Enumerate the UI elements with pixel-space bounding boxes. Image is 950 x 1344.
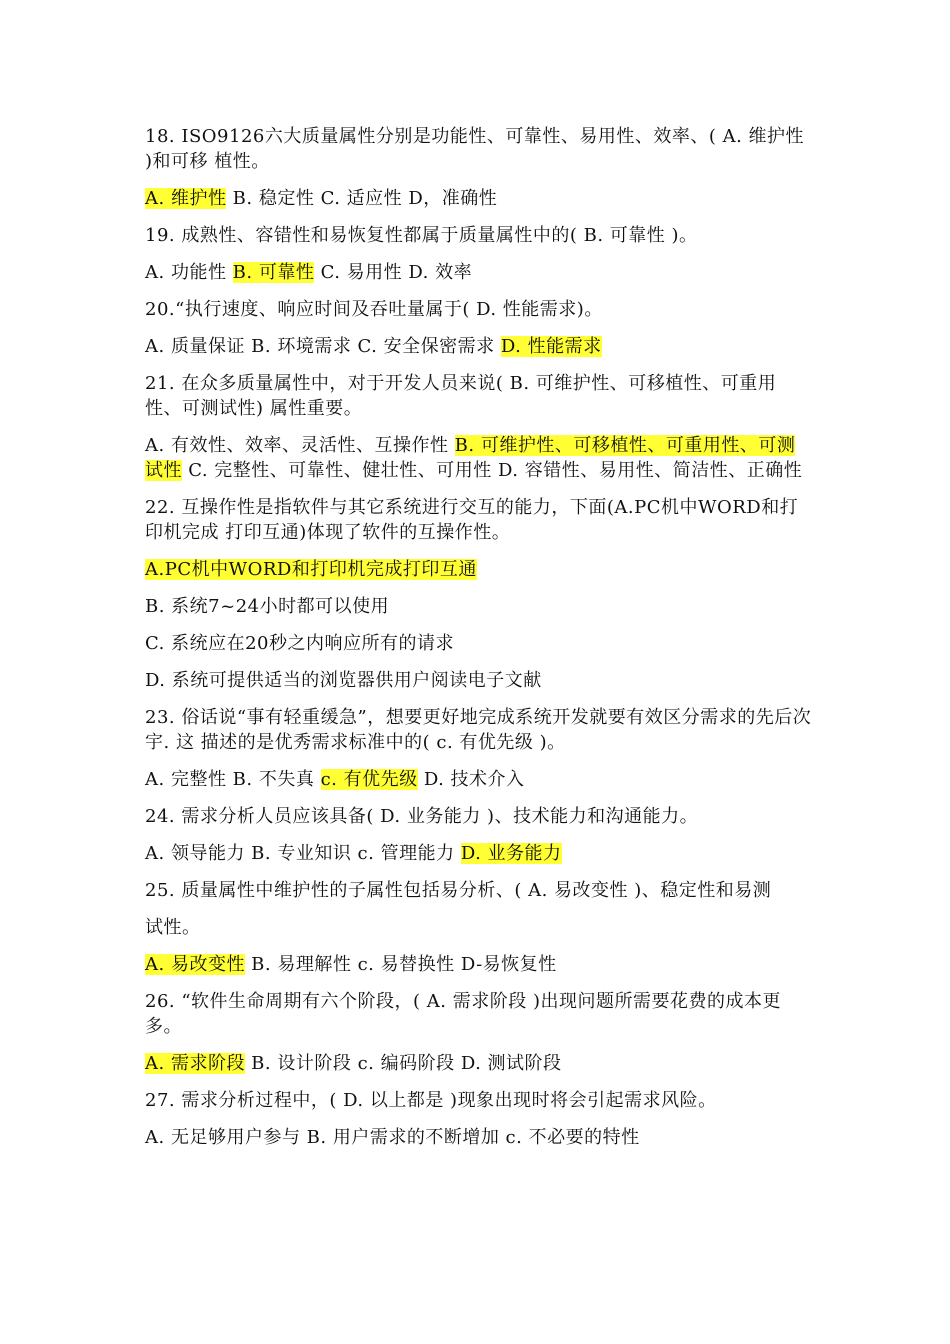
- text-segment: 21. 在众多质量属性中，对于开发人员来说( B. 可维护性、可移植性、可重用性、可测试性) 属性重要。: [145, 373, 777, 419]
- text-segment: 25. 质量属性中维护性的子属性包括易分析、( A. 易改变性 )、稳定性和易测: [145, 880, 772, 901]
- highlighted-answer: c. 有优先级: [320, 769, 418, 790]
- question-paragraph: [145, 433, 813, 483]
- text-segment: A. 有效性、效率、灵活性、互操作性: [145, 435, 455, 456]
- highlighted-answer: A. 维护性: [145, 188, 227, 209]
- question-paragraph: [145, 989, 813, 1039]
- question-paragraph: [145, 124, 813, 174]
- highlighted-answer: A. 易改变性: [145, 954, 245, 975]
- question-paragraph: [145, 705, 813, 755]
- text-segment: A. 领导能力 B. 专业知识 c. 管理能力: [145, 843, 461, 864]
- text-segment: C. 易用性 D. 效率: [314, 262, 473, 283]
- text-segment: 26. “软件生命周期有六个阶段，( A. 需求阶段 )出现问题所需要花费的成本更多。: [145, 991, 781, 1037]
- text-segment: 27. 需求分析过程中，( D. 以上都是 )现象出现时将会引起需求风险。: [145, 1090, 717, 1111]
- highlighted-answer: B. 可靠性: [232, 262, 315, 283]
- question-paragraph: [145, 1125, 813, 1150]
- highlighted-answer: A.PC机中WORD和打印机完成打印互通: [145, 559, 477, 580]
- text-segment: D. 技术介入: [417, 769, 525, 790]
- question-paragraph: [145, 557, 813, 582]
- text-segment: A. 质量保证 B. 环境需求 C. 安全保密需求: [145, 336, 501, 357]
- question-paragraph: [145, 952, 813, 977]
- text-segment: 18. ISO9126六大质量属性分别是功能性、可靠性、易用性、效率、( A. 维护性 )和可移 植性。: [145, 126, 805, 172]
- question-paragraph: [145, 594, 813, 619]
- question-paragraph: [145, 915, 813, 940]
- text-segment: 23. 俗话说“事有轻重缓急”，想要更好地完成系统开发就要有效区分需求的先后次宇. 这 描述的是优秀需求标准中的( c. 有优先级 )。: [145, 707, 812, 753]
- question-paragraph: [145, 841, 813, 866]
- question-paragraph: [145, 223, 813, 248]
- text-segment: 20.“执行速度、响应时间及吞吐量属于( D. 性能需求)。: [145, 299, 603, 320]
- question-paragraph: [145, 631, 813, 656]
- text-segment: C. 完整性、可靠性、健壮性、可用性 D. 容错性、易用性、简洁性、正确性: [182, 460, 803, 481]
- text-segment: A. 完整性 B. 不失真: [145, 769, 321, 790]
- document-body: [145, 124, 813, 1162]
- question-paragraph: [145, 186, 813, 211]
- question-paragraph: [145, 371, 813, 421]
- text-segment: B. 稳定性 C. 适应性 D，准确性: [226, 188, 498, 209]
- text-segment: 22. 互操作性是指软件与其它系统进行交互的能力，下面(A.PC机中WORD和打印机完成 打印互通)体现了软件的互操作性。: [145, 497, 799, 543]
- text-segment: A. 无足够用户参与 B. 用户需求的不断增加 c. 不必要的特性: [145, 1127, 640, 1148]
- question-paragraph: [145, 767, 813, 792]
- question-paragraph: [145, 668, 813, 693]
- text-segment: 试性。: [145, 917, 201, 938]
- question-paragraph: [145, 1088, 813, 1113]
- highlighted-answer: B. 可维护性、可移植性、可重用性、可测试性: [145, 435, 796, 481]
- highlighted-answer: D. 性能需求: [500, 336, 602, 357]
- question-paragraph: [145, 804, 813, 829]
- text-segment: B. 系统7~24小时都可以使用: [145, 596, 390, 617]
- highlighted-answer: A. 需求阶段: [145, 1053, 245, 1074]
- question-paragraph: [145, 1051, 813, 1076]
- question-paragraph: [145, 495, 813, 545]
- text-segment: 24. 需求分析人员应该具备( D. 业务能力 )、技术能力和沟通能力。: [145, 806, 699, 827]
- text-segment: A. 功能性: [145, 262, 233, 283]
- text-segment: C. 系统应在20秒之内响应所有的请求: [145, 633, 454, 654]
- text-segment: 19. 成熟性、容错性和易恢复性都属于质量属性中的( B. 可靠性 )。: [145, 225, 698, 246]
- text-segment: D. 系统可提供适当的浏览器供用户阅读电子文献: [145, 670, 542, 691]
- text-segment: B. 易理解性 c. 易替换性 D-易恢复性: [244, 954, 557, 975]
- question-paragraph: [145, 297, 813, 322]
- question-paragraph: [145, 334, 813, 359]
- text-segment: B. 设计阶段 c. 编码阶段 D. 测试阶段: [244, 1053, 562, 1074]
- highlighted-answer: D. 业务能力: [460, 843, 562, 864]
- question-paragraph: [145, 878, 813, 903]
- question-paragraph: [145, 260, 813, 285]
